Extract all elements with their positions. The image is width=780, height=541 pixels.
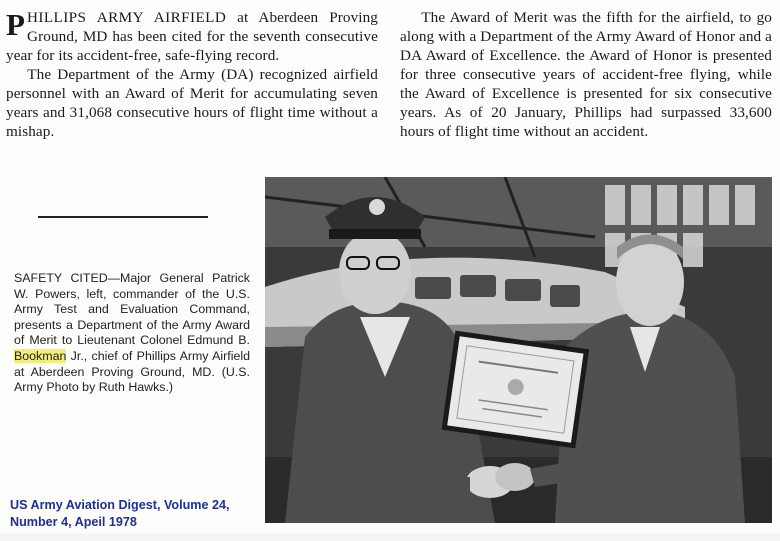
caption-text-start: SAFETY CITED—Major General Patrick W. Powers, left, commander of the U.S. Army Test and Evaluation Command, presents a Department of the Army Award of Merit to Lieutenant Colonel Edmund B.: [14, 271, 250, 348]
caption-divider: [38, 216, 208, 218]
page-footer-strip: [0, 533, 780, 541]
award-ceremony-photo: [265, 177, 772, 523]
article-paragraph-2: The Department of the Army (DA) recognized airfield personnel with an Award of Merit for accumulating seven years and 31,068 consecutive hours of flight time without a mishap.: [6, 66, 378, 140]
article-paragraph-3: The Award of Merit was the fifth for the airfield, to go along with a Department of the Army Award of Honor and a DA Award of Excellence. the Award of Honor is presented for three consecutive years of accident-free flying, while the Award of Excellence is presented for six consecutive years. As of 20 January, Phillips had surpassed 33,600 hours of flight time without an accident.: [400, 9, 772, 140]
article-column-left: [6, 8, 378, 141]
caption-text-end: Jr., chief of Phillips Army Airfield at Aberdeen Proving Ground, MD. (U.S. Army Photo by Ruth Hawks.): [14, 348, 250, 395]
article-lead-in: HILLIPS ARMY AIRFIELD: [27, 9, 227, 26]
article-paragraph-1-text: at Aberdeen Proving Ground, MD has been cited for the seventh consecutive year for its accident-free, safe-flying record.: [6, 9, 378, 64]
source-line-1: US Army Aviation Digest, Volume 24,: [10, 498, 230, 512]
drop-cap: P: [6, 7, 26, 42]
article-column-right: [400, 8, 772, 141]
photo-illustration: [265, 177, 772, 523]
source-citation: [10, 497, 260, 531]
source-line-2: Number 4, Apeil 1978: [10, 515, 137, 529]
caption-highlighted-name: Bookman: [14, 348, 67, 363]
article-paragraph-1: [6, 8, 378, 65]
photo-caption: [14, 271, 250, 396]
